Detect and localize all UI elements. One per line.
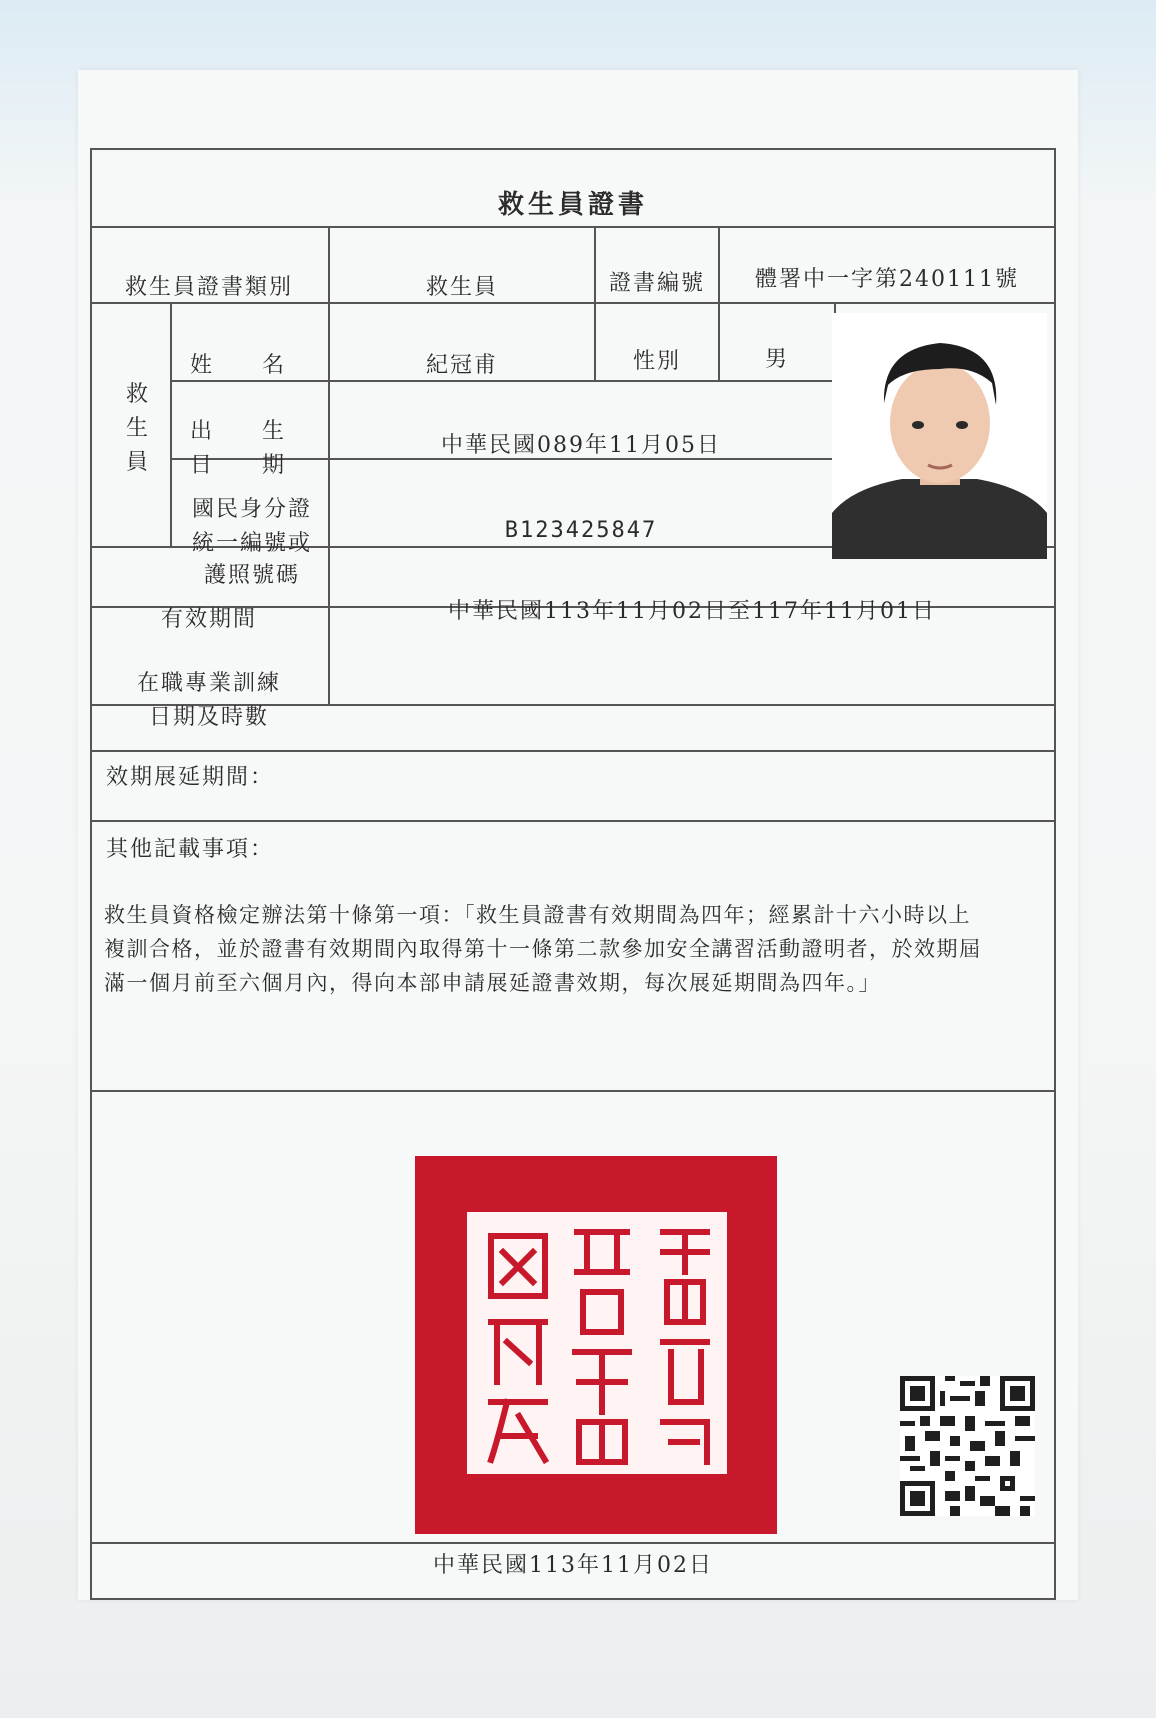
issue-date: 中華民國113年11月02日 bbox=[433, 1553, 713, 1578]
id-label-line1: 國民身分證 bbox=[192, 497, 313, 522]
validity-value: 中華民國113年11月02日至117年11月01日 bbox=[448, 599, 936, 624]
official-seal bbox=[415, 1156, 777, 1534]
birth-value: 中華民國089年11月05日 bbox=[441, 433, 721, 458]
rule bbox=[92, 226, 1054, 228]
name-value: 紀冠甫 bbox=[425, 353, 498, 378]
birth-label-line1: 出 生 bbox=[190, 419, 287, 444]
extension-label: 效期展延期間： bbox=[106, 765, 275, 790]
birth-label-line2: 日 期 bbox=[190, 453, 287, 478]
seal-inner-field bbox=[467, 1212, 727, 1474]
rule bbox=[92, 820, 1054, 822]
category-label: 救生員證書類別 bbox=[124, 275, 293, 300]
rule bbox=[92, 750, 1054, 752]
other-label: 其他記載事項： bbox=[106, 837, 275, 862]
certificate-title: 救生員證書 bbox=[497, 190, 648, 220]
lifeguard-section-label: 救生員 bbox=[125, 382, 148, 475]
name-label: 姓 名 bbox=[190, 353, 287, 378]
id-label-line3: 護照號碼 bbox=[204, 563, 301, 588]
gender-label: 性別 bbox=[632, 349, 681, 374]
rule bbox=[92, 1090, 1054, 1092]
id-label-line2: 統一編號或 bbox=[192, 531, 313, 556]
rule bbox=[170, 302, 172, 548]
gender-value: 男 bbox=[764, 347, 789, 372]
validity-label: 有效期間 bbox=[160, 607, 257, 632]
qr-code-art bbox=[900, 1376, 1035, 1516]
seal-characters-art bbox=[467, 1212, 727, 1474]
number-label: 證書編號 bbox=[608, 271, 705, 296]
id-value: B123425847 bbox=[504, 518, 658, 543]
regulation-notice: 救生員資格檢定辦法第十條第一項：「救生員證書有效期間為四年；經累計十六小時以上複訓合格，並於證書有效期間內取得第十一條第二款參加安全講習活動證明者，於效期屆滿一個月前至六個月內，得向本部申請展延證書效期，每次展延期間為四年。」 bbox=[104, 903, 982, 995]
number-value: 體署中一字第240111號 bbox=[755, 267, 1019, 292]
portrait-photo-art bbox=[832, 313, 1047, 559]
rule bbox=[92, 1542, 1054, 1544]
category-value: 救生員 bbox=[425, 275, 498, 300]
training-label-line2: 日期及時數 bbox=[148, 705, 269, 730]
portrait-photo bbox=[832, 313, 1047, 559]
qr-code-icon bbox=[900, 1376, 1035, 1516]
rule bbox=[92, 302, 1054, 304]
rule bbox=[170, 380, 834, 382]
training-label-line1: 在職專業訓練 bbox=[136, 671, 281, 696]
